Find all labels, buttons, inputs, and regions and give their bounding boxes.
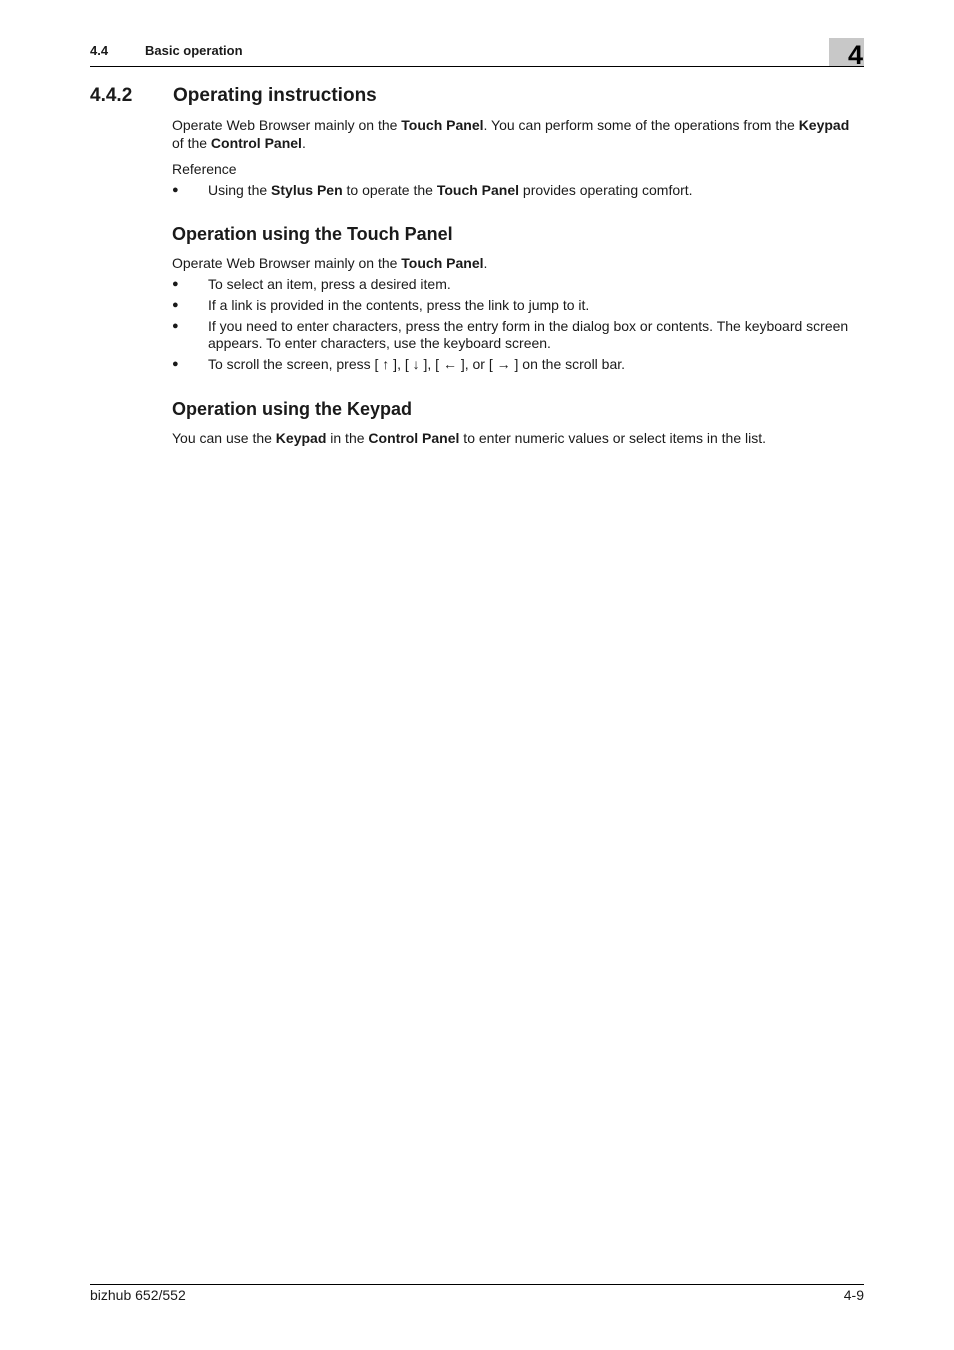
term-stylus-pen: Stylus Pen [271, 182, 343, 198]
list-item: ● To select an item, press a desired item. [172, 276, 451, 292]
reference-label: Reference [172, 161, 237, 177]
term-keypad: Keypad [798, 117, 850, 133]
reference-list [172, 182, 864, 203]
list-item: ● Using the Stylus Pen to operate the Touch Panel provides operating comfort. [172, 182, 693, 198]
section-number: 4.4.2 [90, 85, 133, 106]
term-touch-panel: Touch Panel [436, 182, 520, 198]
keypad-paragraph: You can use the Keypad in the Control Panel to enter numeric values or select items in the list. [172, 430, 766, 446]
term-control-panel: Control Panel [368, 430, 460, 446]
chapter-number-tab: 4 [829, 38, 864, 66]
touch-panel-list [172, 276, 864, 377]
bullet-icon: ● [172, 358, 179, 370]
term-touch-panel: Touch Panel [401, 117, 484, 133]
keypad-heading: Operation using the Keypad [172, 399, 413, 419]
list-item: ● To scroll the screen, press [ ↑ ], [ ↓ ], [ ← ], or [ → ] on the scroll bar. [172, 356, 626, 372]
term-touch-panel: Touch Panel [401, 255, 484, 271]
footer-model-name: bizhub 652/552 [90, 1287, 186, 1303]
bullet-icon: ● [172, 184, 179, 196]
term-control-panel: Control Panel [210, 135, 302, 151]
section-title: Operating instructions [173, 85, 377, 106]
touch-panel-intro: Operate Web Browser mainly on the Touch Panel. [172, 255, 488, 271]
section-intro-paragraph: Operate Web Browser mainly on the Touch Panel. You can perform some of the operations from the Keypad of the Control Panel. [172, 117, 850, 151]
header-section-number: 4.4 [90, 43, 109, 58]
list-item: ● If you need to enter characters, press the entry form in the dialog box or contents. The keyboard screen appears. To enter characters, use the keyboard screen. [172, 318, 849, 351]
touch-panel-heading: Operation using the Touch Panel [172, 224, 453, 244]
list-item: ● If a link is provided in the contents, press the link to jump to it. [172, 297, 590, 313]
header-section-title: Basic operation [145, 43, 243, 58]
page-number: 4-9 [843, 1287, 864, 1303]
term-keypad: Keypad [275, 430, 327, 446]
bullet-icon: ● [172, 278, 179, 290]
bullet-icon: ● [172, 299, 179, 311]
page-footer [90, 1284, 864, 1305]
section-heading [90, 85, 377, 107]
bullet-icon: ● [172, 320, 179, 332]
running-header [90, 42, 864, 67]
